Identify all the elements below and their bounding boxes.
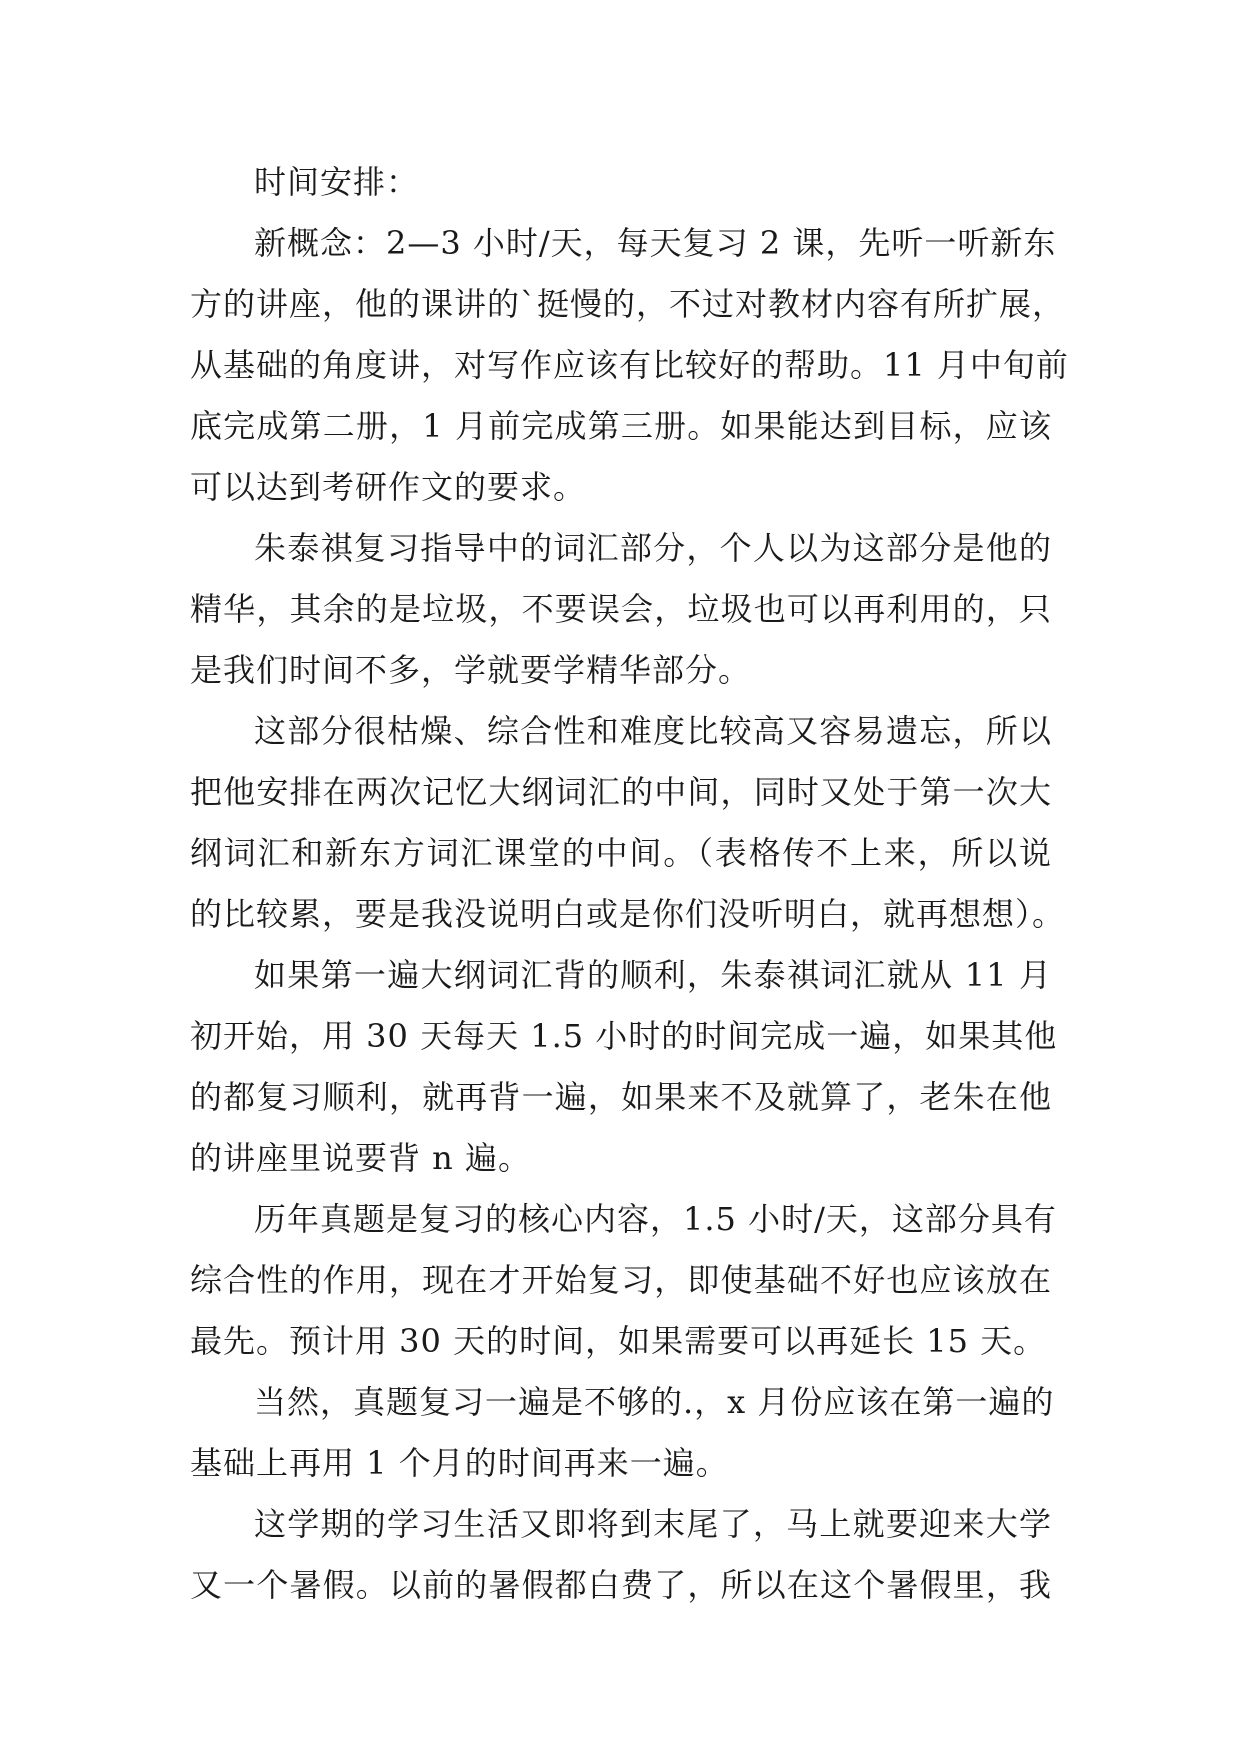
text-line: 底完成第二册，1 月前完成第三册。如果能达到目标，应该 [190, 407, 1052, 445]
text-line: 方的讲座，他的课讲的`挺慢的，不过对教材内容有所扩展， [190, 285, 1066, 323]
paragraph-vocabulary [190, 518, 1052, 701]
text-line: 精华，其余的是垃圾，不要误会，垃圾也可以再利用的，只 [190, 590, 1052, 628]
text-line: 初开始，用 30 天每天 1.5 小时的时间完成一遍，如果其他 [190, 1017, 1058, 1055]
text-line: 又一个暑假。以前的暑假都白费了，所以在这个暑假里，我 [190, 1566, 1052, 1604]
text-line: 综合性的作用，现在才开始复习，即使基础不好也应该放在 [190, 1261, 1052, 1299]
text-line: 最先。预计用 30 天的时间，如果需要可以再延长 15 天。 [190, 1322, 1047, 1360]
text-line: 的讲座里说要背 n 遍。 [190, 1139, 531, 1177]
text-line: 如果第一遍大纲词汇背的顺利，朱泰祺词汇就从 11 月 [254, 956, 1052, 994]
text-line: 朱泰祺复习指导中的词汇部分，个人以为这部分是他的 [254, 529, 1052, 567]
text-line: 时间安排： [254, 163, 420, 201]
text-line: 的都复习顺利，就再背一遍，如果来不及就算了，老朱在他 [190, 1078, 1052, 1116]
text-line: 的比较累，要是我没说明白或是你们没听明白，就再想想）。 [190, 895, 1066, 933]
text-line: 是我们时间不多，学就要学精华部分。 [190, 651, 752, 689]
paragraph-exam-review [190, 1372, 1055, 1494]
text-line: 基础上再用 1 个月的时间再来一遍。 [190, 1444, 729, 1482]
paragraph-schedule-heading [190, 152, 1052, 213]
paragraph-vocab-plan [190, 945, 1058, 1189]
text-line: 这学期的学习生活又即将到末尾了，马上就要迎来大学 [254, 1505, 1052, 1543]
document-page [190, 152, 1069, 1616]
text-line: 把他安排在两次记忆大纲词汇的中间，同时又处于第一次大 [190, 773, 1052, 811]
text-line: 纲词汇和新东方词汇课堂的中间。（表格传不上来，所以说 [190, 834, 1052, 872]
paragraph-past-exams [190, 1189, 1057, 1372]
text-line: 从基础的角度讲，对写作应该有比较好的帮助。11 月中旬前 [190, 346, 1069, 384]
text-line: 这部分很枯燥、综合性和难度比较高又容易遗忘，所以 [254, 712, 1052, 750]
paragraph-arrangement [190, 701, 1066, 945]
text-line: 新概念：2—3 小时/天，每天复习 2 课，先听一听新东 [254, 224, 1057, 262]
paragraph-new-concept [190, 213, 1069, 518]
text-line: 历年真题是复习的核心内容，1.5 小时/天，这部分具有 [254, 1200, 1057, 1238]
paragraph-summer [190, 1494, 1052, 1616]
text-line: 可以达到考研作文的要求。 [190, 468, 587, 506]
text-line: 当然，真题复习一遍是不够的.，x 月份应该在第一遍的 [254, 1383, 1055, 1421]
